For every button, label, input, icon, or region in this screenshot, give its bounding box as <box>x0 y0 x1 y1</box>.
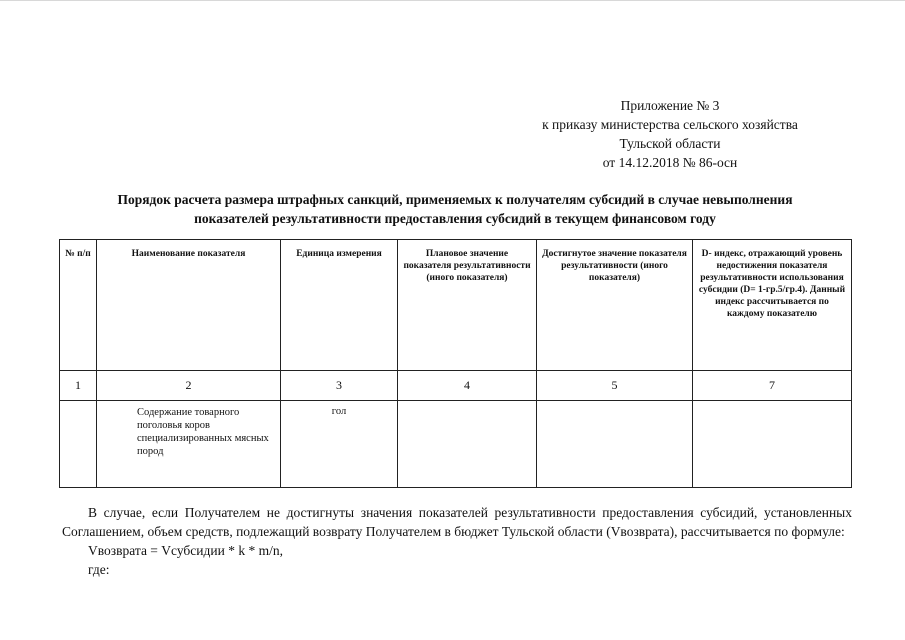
appendix-block <box>480 96 860 172</box>
indicator-name-line: пород <box>137 446 164 457</box>
row-actual-value <box>537 401 693 488</box>
header-d-index: D- индекс, отражающий уровень недостижения показателя результативности использования субсидии (D= 1-гр.5/гр.4). Данный индекс рассчитывается по каждому показателю <box>693 240 852 371</box>
row-unit: гол <box>281 401 398 488</box>
indicator-name-line: специализированных мясных <box>137 433 269 444</box>
row-indicator-name <box>97 401 281 488</box>
row-plan-value <box>398 401 537 488</box>
column-number: 4 <box>398 371 537 401</box>
scan-edge-line <box>0 0 905 1</box>
column-number: 1 <box>60 371 97 401</box>
refund-formula: Vвозврата = Vсубсидии * k * m/n, <box>88 543 283 558</box>
indicator-name-line: Содержание товарного <box>137 407 240 418</box>
table-row <box>60 401 852 488</box>
appendix-order-ref: к приказу министерства сельского хозяйства <box>542 117 798 132</box>
header-unit: Единица измерения <box>281 240 398 371</box>
row-index <box>60 401 97 488</box>
appendix-number: Приложение № 3 <box>620 98 720 113</box>
formula-where: где: <box>88 562 110 577</box>
table-number-row <box>60 371 852 401</box>
header-name: Наименование показателя <box>97 240 281 371</box>
header-plan-value: Плановое значение показателя результативности (иного показателя) <box>398 240 537 371</box>
refund-paragraph <box>62 503 852 579</box>
header-index: № п/п <box>60 240 97 371</box>
appendix-region: Тульской области <box>619 136 721 151</box>
refund-text: В случае, если Получателем не достигнуты значения показателей результативности предоставления субсидий, установленных Соглашением, объем средств, подлежащий возврату Получателем в бюджет Тульской области (Vвозврата), рассчитывается по формуле: <box>62 505 852 539</box>
column-number: 3 <box>281 371 398 401</box>
header-actual-value: Достигнутое значение показателя результативности (иного показателя) <box>537 240 693 371</box>
sanctions-table <box>59 239 852 488</box>
title-line-2: показателей результативности предоставления субсидий в текущем финансовом году <box>194 211 716 226</box>
title-line-1: Порядок расчета размера штрафных санкций, применяемых к получателям субсидий в случае невыполнения <box>117 192 793 207</box>
appendix-date: от 14.12.2018 № 86-осн <box>602 155 738 170</box>
document-title <box>60 190 850 228</box>
column-number: 7 <box>693 371 852 401</box>
table-header-row <box>60 240 852 371</box>
column-number: 5 <box>537 371 693 401</box>
indicator-name-line: поголовья коров <box>137 420 210 431</box>
column-number: 2 <box>97 371 281 401</box>
row-d-index <box>693 401 852 488</box>
